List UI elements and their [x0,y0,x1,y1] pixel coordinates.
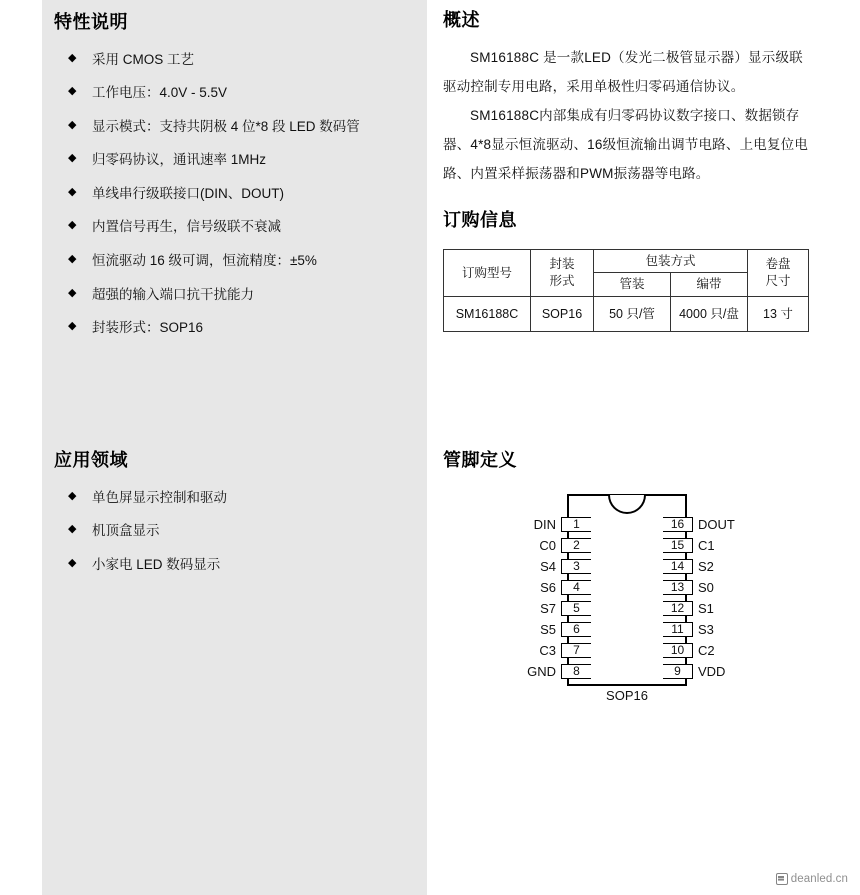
pin-13 [663,579,803,596]
list-item-label: 恒流驱动 16 级可调，恒流精度：±5% [92,252,317,268]
cell-tape: 4000 只/盘 [671,297,748,332]
list-item [54,555,424,575]
table-header-row [444,249,809,273]
list-item [54,217,424,237]
overview-heading: 概述 [443,10,480,30]
diamond-bullet-icon: ◆ [68,152,77,165]
diamond-bullet-icon: ◆ [68,219,77,232]
header-model: 订购型号 [444,249,531,297]
pin-name-label: GND [527,663,556,679]
pin-number-box: 13 [663,580,693,595]
pin-name-label: S4 [540,558,556,574]
features-list [54,50,424,338]
site-watermark [776,873,848,885]
diamond-bullet-icon: ◆ [68,286,77,299]
pin-name-label: S6 [540,579,556,595]
pin-7 [481,642,591,659]
applications-list [54,488,424,575]
pin-9 [663,663,803,680]
pin-name-label: S3 [698,621,714,637]
ordering-heading: 订购信息 [443,210,517,230]
pin-number-box: 14 [663,559,693,574]
header-package-form-line2: 形式 [549,273,575,288]
pin-number-box: 10 [663,643,693,658]
pin-number-box: 11 [663,622,693,637]
pin-name-label: VDD [698,663,726,679]
header-tape: 编带 [671,273,748,297]
pin-number-box: 4 [561,580,591,595]
pin-name-label: S1 [698,600,714,616]
pin-14 [663,558,803,575]
diamond-bullet-icon: ◆ [68,118,77,131]
pin-name-label: S7 [540,600,556,616]
list-item-label: 机顶盒显示 [92,523,160,539]
applications-section [54,450,424,588]
list-item [54,285,424,305]
pin-number-box: 9 [663,664,693,679]
pin-10 [663,642,803,659]
list-item [54,318,424,338]
list-item [54,117,424,137]
pin-name-label: S0 [698,579,714,595]
list-item [54,251,424,271]
header-tube: 管装 [594,273,671,297]
applications-heading: 应用领域 [54,450,128,470]
features-heading: 特性说明 [54,12,128,32]
pin-5 [481,600,591,617]
cell-package-form: SOP16 [531,297,594,332]
diamond-bullet-icon: ◆ [68,51,77,64]
list-item [54,83,424,103]
cell-model: SM16188C [444,297,531,332]
header-reel-size [748,249,809,297]
list-item-label: 单线串行级联接口(DIN、DOUT) [92,185,284,201]
pin-number-box: 5 [561,601,591,616]
list-item-label: 归零码协议，通讯速率 1MHz [92,152,267,168]
pin-6 [481,621,591,638]
list-item [54,521,424,541]
list-item-label: 单色屏显示控制和驱动 [92,489,227,505]
overview-paragraphs [443,43,833,188]
list-item-label: 采用 CMOS 工艺 [92,51,195,67]
pin-number-box: 1 [561,517,591,532]
overview-section [443,10,833,188]
list-item [54,50,424,70]
header-reel-size-line2: 尺寸 [765,273,791,288]
pin-12 [663,600,803,617]
diamond-bullet-icon: ◆ [68,320,77,333]
pin-name-label: C1 [698,537,715,553]
cell-reel: 13 寸 [748,297,809,332]
chip-notch-icon [608,495,646,514]
header-package-form [531,249,594,297]
diamond-bullet-icon: ◆ [68,85,77,98]
pin-name-label: DOUT [698,516,735,532]
pin-number-box: 7 [561,643,591,658]
pin-name-label: C2 [698,642,715,658]
pin-name-label: DIN [533,516,556,532]
list-item-label: 封装形式：SOP16 [92,320,204,336]
diamond-bullet-icon: ◆ [68,185,77,198]
list-item-label: 工作电压：4.0V - 5.5V [92,85,228,101]
table-row [444,297,809,332]
list-item [54,488,424,508]
chip-package-diagram [443,490,843,710]
pin-16 [663,516,803,533]
pin-number-box: 3 [561,559,591,574]
ordering-section [443,210,843,332]
pin-11 [663,621,803,638]
diamond-bullet-icon: ◆ [68,523,77,536]
pin-2 [481,537,591,554]
watermark-text: deanled.cn [790,873,848,885]
overview-paragraph: SM16188C内部集成有归零码协议数字接口、数据锁存器、4*8显示恒流驱动、16级恒流输出调节电路、上电复位电路、内置采样振荡器和PWM振荡器等电路。 [443,107,809,181]
list-item-label: 小家电 LED 数码显示 [92,556,221,572]
pin-number-box: 16 [663,517,693,532]
list-item-label: 内置信号再生，信号级联不衰减 [92,219,281,235]
list-item-label: 超强的输入端口抗干扰能力 [92,286,254,302]
pin-number-box: 6 [561,622,591,637]
pin-name-label: S5 [540,621,556,637]
pin-8 [481,663,591,680]
pin-number-box: 2 [561,538,591,553]
pin-1 [481,516,591,533]
pin-number-box: 12 [663,601,693,616]
deanled-logo-icon [776,873,788,885]
list-item-label: 显示模式：支持共阴极 4 位*8 段 LED 数码管 [92,118,360,134]
pin-number-box: 8 [561,664,591,679]
chip-package-label: SOP16 [606,687,648,703]
header-package-form-line1: 封装 [549,257,575,272]
header-packing-method: 包装方式 [594,249,748,273]
pin-3 [481,558,591,575]
header-reel-size-line1: 卷盘 [765,257,791,272]
features-section [54,12,424,352]
pin-number-box: 15 [663,538,693,553]
pinout-section [443,450,853,710]
pin-15 [663,537,803,554]
diamond-bullet-icon: ◆ [68,489,77,502]
list-item [54,150,424,170]
pin-4 [481,579,591,596]
pin-name-label: C3 [539,642,556,658]
ordering-table [443,249,809,333]
diamond-bullet-icon: ◆ [68,252,77,265]
cell-tube: 50 只/管 [594,297,671,332]
list-item [54,184,424,204]
overview-paragraph: SM16188C 是一款LED（发光二极管显示器）显示级联驱动控制专用电路，采用单极性归零码通信协议。 [443,49,803,94]
pin-name-label: C0 [539,537,556,553]
pin-name-label: S2 [698,558,714,574]
pinout-heading: 管脚定义 [443,450,517,470]
diamond-bullet-icon: ◆ [68,556,77,569]
